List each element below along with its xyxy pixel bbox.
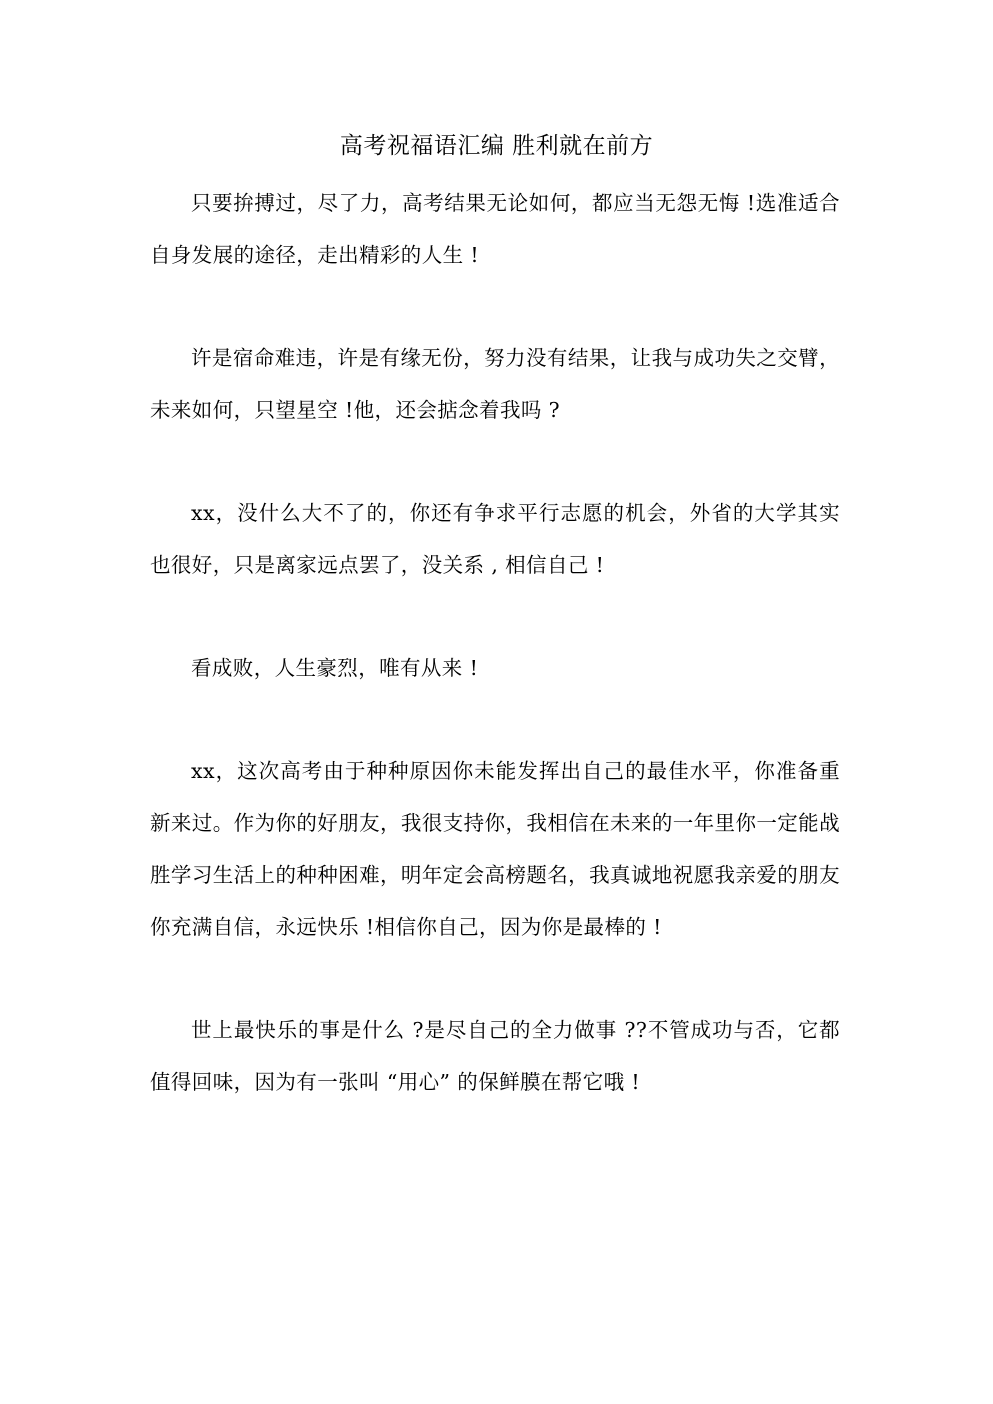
paragraph: 许是宿命难违，许是有缘无份，努力没有结果，让我与成功失之交臂，未来如何，只望星空 !他，还会掂念着我吗 ? bbox=[150, 346, 840, 422]
document-body bbox=[150, 177, 840, 1159]
paragraph: 世上最快乐的事是什么 ?是尽自己的全力做事 ??不管成功与否，它都值得回味，因为有一张叫 “用心” 的保鲜膜在帮它哦 ! bbox=[150, 1018, 840, 1094]
paragraph: xx，没什么大不了的，你还有争求平行志愿的机会，外省的大学其实也很好，只是离家远点罢了，没关系 , 相信自己 ! bbox=[150, 501, 840, 577]
paragraph: xx，这次高考由于种种原因你未能发挥出自己的最佳水平，你准备重新来过。作为你的好朋友，我很支持你，我相信在未来的一年里你一定能战胜学习生活上的种种困难，明年定会高榜题名，我真诚地祝愿我亲爱的朋友你充满自信，永远快乐 !相信你自己，因为你是最棒的 ! bbox=[150, 759, 840, 939]
paragraph: 看成败，人生豪烈，唯有从来 ! bbox=[191, 656, 479, 680]
document-title: 高考祝福语汇编 胜利就在前方 bbox=[339, 133, 654, 159]
paragraph: 只要拚搏过，尽了力，高考结果无论如何，都应当无怨无悔 !选准适合自身发展的途径，走出精彩的人生 ! bbox=[150, 191, 840, 267]
